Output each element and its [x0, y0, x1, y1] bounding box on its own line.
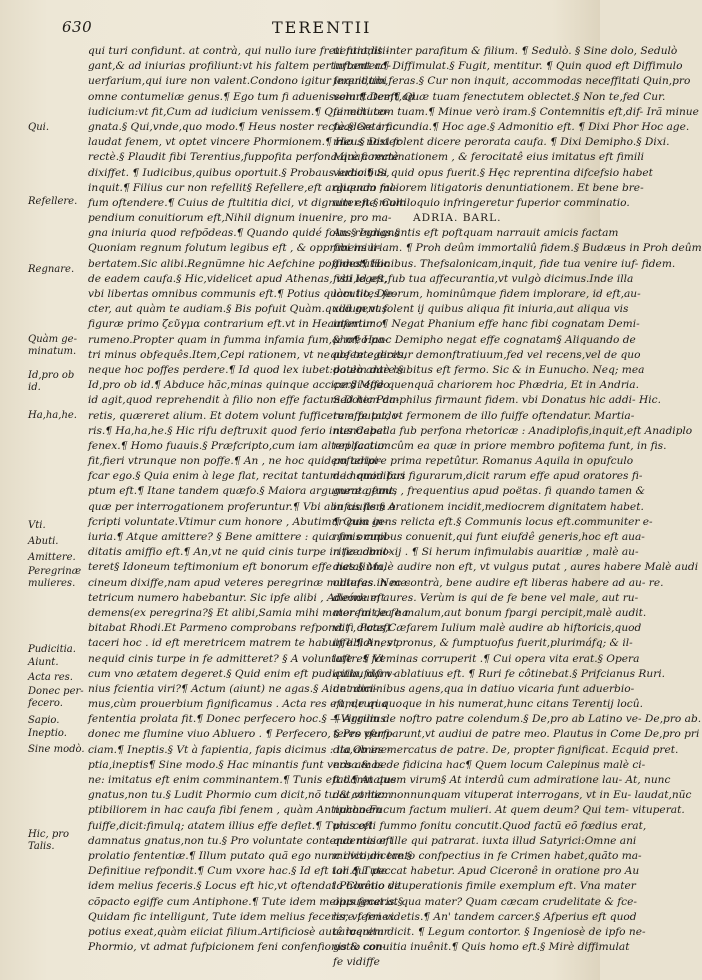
margin-note-ineptio: Ineptio.: [28, 728, 67, 739]
margin-note-aiunt: Aiunt.: [28, 657, 59, 668]
text-line: fibi iniuriam. ¶ Proh deûm immortaliû fidem.§ Budæus in Proh deûm: [333, 242, 702, 255]
margin-note-peregrinae: Peregrinæ mulieres.: [28, 566, 82, 589]
left-margin-notes: [28, 44, 86, 959]
text-line: fenectutem tuam.¶ Minue verò iram.§ Contemnitis eft,dif- Irã minue: [333, 105, 699, 118]
text-line: pendium conuitiorum eft,Nihil dignum inuenire, pro ma-: [88, 212, 392, 225]
text-line: pla cœli fummo fonitu concutit.Quod factũ eõ fœdius erat,: [333, 819, 647, 832]
text-line: fcar ego.§ Quia enim à lege flat, recitat tantum id quod fcri: [88, 470, 406, 483]
text-line: inftanter.¶ Diffimulat.§ Fugit, mentitur. ¶ Quin quod eft Diffimulo: [333, 60, 683, 73]
section-heading: ADRIA. BARL.: [413, 212, 502, 225]
text-line: oppugnat.at qua mater? Quam cæcam crudelitate & fce-: [333, 895, 637, 908]
text-line: de nominibus agens,qua in datiuo vicaria funt aduerbio-: [333, 682, 635, 695]
text-line: in ciuilem orationem incidit,mediocrem dignitatem habet.: [333, 500, 644, 513]
text-line: cõpacto egiffe cum Antiphone.¶ Tute idem melius feceris.§: [88, 895, 404, 908]
text-line: quo maior ille qui patrarat. iuxta illud Satyrici:Omne ani: [333, 834, 637, 847]
text-line: tum putat, vt fermonem de illo fuiffe oftendatur. Martia-: [333, 409, 635, 422]
margin-note-vti: Vti.: [28, 520, 46, 531]
text-line: laudat fenem, vt optet vincere Phormionem.¶ Heus noster: [88, 136, 401, 149]
text-line: fum oftendere.¶ Cuius de ftultitia dici, vt dignum eft.§ Com: [88, 196, 407, 209]
text-line: xilium,vt folent ij quibus aliqua fit iniuria,aut aliqua vis: [333, 303, 629, 316]
text-line: ditatis amiffio eft.¶ An,vt ne quid cinis turpe in fe admit-: [88, 546, 391, 559]
text-line: neque hoc poffes perdere.¶ Id quod lex iubet:dotem dare.§: [88, 363, 404, 376]
text-line: rumeno.Propter quam in fumma infamia fum,& meo pa-: [88, 333, 388, 346]
right-column-text: [333, 44, 702, 969]
text-line: aliquam maiorem litigatoris denuntiationem. Et bene bre-: [333, 181, 644, 194]
text-line: cum vno ætatem degeret.§ Quid enim eft pudicitia, nifi v-: [88, 667, 396, 680]
margin-note-sine-modo: Sine modò.: [28, 744, 85, 755]
text-line: cineum dixiffe,nam apud veteres peregrinæ mulieres in me-: [88, 576, 411, 589]
text-line: cter, aut quàm te audiam.§ Bis pofuit Quàm.quod genus: [88, 303, 388, 316]
text-line: potius exeat,quàm eiiciat filium.Artificiosè autê loquitur: [88, 925, 389, 938]
text-line: fuadere iracundia.¶ Hoc age.§ Admonitio eft. ¶ Dixi Phor Hoc age.: [333, 120, 690, 133]
text-line: in libidines pronus, & fumptuofus fuerit,plurimáfq; & il-: [333, 637, 633, 650]
text-line: ritiæ obnoxij . ¶ Si herum infimulabis auaritiæ , malè au-: [333, 546, 639, 559]
text-line: cordi effe quenquã chariorem hoc Phædria, Et in Andria.: [333, 379, 639, 392]
text-line: pho¶ Hanc Demipho negat effe cognatam§ Aliquando de: [333, 333, 636, 346]
margin-note-sapio: Sapio.: [28, 715, 60, 726]
text-line: de nominibus figurarum,dicit rarum effe apud oratores fi-: [333, 470, 643, 483]
text-line: fisti,id eft,fub tua affecurantia,vt vulgò dicimus.Inde illa: [333, 272, 634, 285]
text-line: fit,fieri vtrunque non poffe.¶ An , ne hoc quidem adipi-: [88, 455, 382, 468]
text-line: ferendum,feras.§ Cur non inquit, accommodas neceffitati Quin,pro: [333, 75, 691, 88]
text-line: gotio conuitia inuênit.¶ Quis homo eft.§ Mirè diffimulat: [333, 941, 630, 954]
text-line: mus,cùm prouerbium fignificamus . Acta res eft, de qua: [88, 698, 388, 711]
text-line: Sed hic Pamphilus firmaunt fidem. vbi Donatus hic addi- Hic.: [333, 394, 661, 407]
text-line: verbo.¶ Si quid opus fuerit.§ Hęc reprentina difcefsio habet: [333, 166, 653, 179]
text-line: nius fcientia viri?¶ Actum (aiunt) ne agas.§ Aiunt dici-: [88, 682, 378, 695]
running-title: TERENTII: [272, 18, 372, 37]
text-line: vbi libertas omnibus communis eft.¶ Potius quàm lites fe-: [88, 288, 397, 300]
text-line: bertatem.Sic alibi.Regnũmne hic Aefchine poffides¶ Hic: [88, 257, 390, 270]
text-line: rum,ruri quoque in his numerat,hunc citans Terentij locû.: [333, 698, 643, 711]
text-line: Id,pro ob id.¶ Abduce hãc,minas quinque accipe.§ Modo: [88, 379, 390, 392]
text-line: quibufdam ablatiuus eft. ¶ Ruri fe côtinebat.§ Prifcianus Ruri.: [333, 667, 666, 680]
text-line: dia,Omes mercatus de patre. De, propter fignificat. Ecquid pret.: [333, 743, 679, 756]
text-line: mi vitium tanto confpectius in fe Crimen habet,quãto ma-: [333, 849, 642, 862]
text-line: annotationibus. Thefsalonicam,inquit, fide tua venire iuf- fidem.: [333, 257, 676, 270]
text-line: dat,vt hic. nonnunquam vituperat interrogans, vt in Eu- laudat,nũc: [333, 789, 692, 802]
text-line: tat.¶ At quem virum§ At interdû cum admiratione lau- At, nunc: [333, 774, 671, 786]
text-line: rectè.§ Plaudit fibi Terentius,fuppofita perfona:quafi rectè: [88, 151, 399, 164]
text-line: infertur .¶ Negat Phanium effe hanc fibi cognatam Demi-: [333, 318, 640, 331]
text-line: fe vidiffe: [333, 956, 380, 969]
text-line: ¶ Quia gens relicta eft.§ Communis locus eft.communiter e-: [333, 515, 653, 528]
text-line: ¶ Agrum de noftro patre colendum.§ De,pro ab Latino ve- De,pro ab.: [333, 713, 702, 726]
text-line: diendum aures. Verùm is qui de fe bene vel male, aut ru-: [333, 591, 639, 604]
text-line: mio .§ Dixi folent dicere perorata caufa. ¶ Dixi Demipho.§ Dixi.: [333, 136, 670, 149]
text-line: prolatio fententiæ.¶ Illum putato quã ego nunc dico,dicere.§: [88, 849, 413, 862]
text-line: retis, quæreret alium. Et dotem volunt fufficere effe pudo-: [88, 409, 402, 422]
text-line: teres vfurparunt,vt audiui de patre meo. Plautus in Come De,pro pri: [333, 728, 700, 741]
text-line: nus Capella fub perfona rhetoricæ : Anadiplofis,inquit,eft Anadiplo: [333, 424, 693, 437]
text-line: ptia,ineptis¶ Sine modo.§ Hac minantis funt verba.& be: [88, 758, 387, 771]
margin-note-amittere: Amittere.: [28, 552, 76, 563]
margin-note-quam-ge: Quàm ge- minatum.: [28, 334, 77, 357]
text-line: bitabat Rhodi.Et Parmeno comprobans refpondit , Poteft: [88, 622, 392, 635]
text-line: omne contumeliæ genus.¶ Ego tum fi aduenissem.¶ Deeft,ad: [88, 90, 416, 103]
text-line: id agit,quod reprehendit à filio non effe factum.Dotem da-: [88, 394, 400, 407]
text-line: Quidam fic intelligunt, Tute idem melius feceris, vt fenex: [88, 910, 395, 923]
text-line: demens(ex peregrina?§ Et alibi,Samia mihi mater fuit,ea ha: [88, 606, 409, 619]
text-line: Phormio, vt admat fufpicionem feni confenfionis & con-: [88, 941, 386, 954]
text-line: lo Cluêtio vituperationis fimile exemplum eft. Vna mater: [333, 880, 636, 893]
text-line: ne: imitatus eft enim comminantem.¶ Tunis eft damnatus: [88, 774, 397, 786]
text-line: gnata.§ Qui,vnde,quo modo.¶ Heus noster rectè.§ Geta fic: [88, 120, 399, 133]
text-line: fenex.¶ Homo fuauis.§ Præfcripto,cum iam alteri factum: [88, 439, 391, 452]
text-line: idem melius feceris.§ Locus eft hic,vt oftendat Phormio de: [88, 880, 401, 893]
text-line: nim omnibus conuenit,qui funt eiufdê generis,hoc eft aua-: [333, 531, 645, 543]
left-column-text: [88, 44, 416, 959]
text-line: nos amas de fidicina hac¶ Quem locum Calepinus malè ci-: [333, 758, 646, 771]
text-line: dixiffet. ¶ Iudicibus,quibus oportuit.§ Probaus iudicibus,: [88, 166, 390, 179]
text-line: uerfarium,qui iure non valent.Condono igitur inquit,tibi: [88, 75, 387, 88]
text-line: gna iniuria quod refpõdeas.¶ Quando quidé folus regnas.§: [88, 227, 400, 240]
text-line: ris.¶ Ha,ha,he.§ Hic rifu deftruxit quod ferio intendebat: [88, 424, 387, 437]
text-line: obtufas. Nec contrà, bene audire eft liberas habere ad au- re.: [333, 576, 664, 589]
text-line: Definitiue refpondit.¶ Cum vxore hac.§ Id eft tali.¶ Tute: [88, 865, 388, 878]
text-line: locutio, Deorum, hominûmque fidem implorare, id eft,au-: [333, 288, 641, 300]
page-header: [0, 18, 600, 40]
margin-note-pudicitia: Pudicitia.: [28, 644, 76, 655]
text-line: uiter:ne multiloquio infringeretur fuperior comminatio.: [333, 196, 630, 209]
text-line: lere ferri videtis.¶ An' tandem carcer.§ Afperius eft quod: [333, 910, 637, 923]
text-line: uentionis inter parafitum & filium. ¶ Sedulò. § Sine dolo, Sedulò: [333, 45, 678, 57]
text-line: donec me flumine viuo Abluero . ¶ Perfecero, § Pro perfi-: [88, 728, 394, 741]
text-line: paulò antè habitus eft fermo. Sic & in Eunucho. Neq; mea: [333, 363, 645, 376]
text-line: qui turi confidunt. at contrà, qui nullo iure freti funt,liti-: [88, 45, 390, 57]
margin-note-ha-ha-he: Ha,ha,he.: [28, 410, 77, 421]
text-line: damnatus gnatus,non tu.§ Pro voluntate contendentis eft: [88, 834, 394, 847]
text-line: figuræ primo ζεῦγμα contrarium eft.vt in Heautontimo-: [88, 318, 386, 331]
text-line: iuria.¶ Atque amittere? § Bene amittere : quia finis cupi-: [88, 531, 391, 543]
text-line: vt fi dicas,Cæfarem Iulium malè audire ab hiftoricis,quod: [333, 622, 642, 635]
text-line: Mirè comminationem , & ferocitatê eius imitatus eft fimili: [333, 151, 644, 164]
text-line: fcripti voluntate.Vtimur cum honore , Abutimur cum in-: [88, 515, 387, 528]
margin-note-regnare: Regnare.: [28, 264, 75, 275]
text-line: taceri hoc . id eft meretricem matrem te habuiffe.¶ An, vt: [88, 637, 398, 650]
text-line: luftres fœminas corruperit .¶ Cui opera vita erat.§ Opera: [333, 652, 640, 665]
text-line: fententia prolata fit.¶ Donec perfecero hoc.§ —Virgilius.: [88, 713, 390, 726]
text-line: ior qui peccat habetur. Apud Ciceronê in oratione pro Au: [333, 865, 640, 878]
margin-note-abuti: Abuti.: [28, 536, 59, 547]
text-line: dies.§ Malè audire non eft, vt vulgus putat , aures habere Malè audi: [333, 561, 699, 574]
text-line: ptum eft.¶ Itane tandem quæfo.§ Maiora argumenta funt,: [88, 485, 397, 498]
text-line: voluntatem¶ Quæ tuam fenectutem oblectet.§ Non te,fed Cur.: [333, 90, 666, 103]
text-line: gnatus,non tu.§ Ludit Phormio cum dicit,nõ tu:& contem: [88, 789, 392, 802]
text-line: An.§ Indignantis eft poftquam narrauit amicis factam: [333, 227, 619, 240]
text-line: replicatio: cûm ea quæ in priore membro pofitema funt, in fis.: [333, 439, 667, 452]
margin-note-donec-per: Donec per- fecero.: [28, 686, 84, 709]
text-line: morem de fe malum,aut bonum fpargi percipit,malè audit.: [333, 606, 647, 619]
margin-note-hic-pro-talis: Hic, pro Talis.: [28, 829, 70, 852]
text-line: nequid cinis turpe in fe admitteret? § A voluntate . ¶ Vt: [88, 652, 385, 665]
text-line: inquit.¶ Filius cur non refellit§ Refellere,eft arguendo fal-: [88, 181, 398, 194]
text-line: carcerem dicit. ¶ Legum contortor. § Ingeniosè de ipfo ne-: [333, 925, 646, 938]
text-line: abfente,dicitur demonftratiuum,fed vel recens,vel de quo: [333, 348, 641, 361]
text-line: quæ per interrogationem proferuntur.¶ Vbi abufus fis.§ A: [88, 500, 396, 513]
text-line: pofteriore prima repetûtur. Romanus Aquila in opufculo: [333, 455, 634, 468]
text-line: de eadem caufa.§ Hic,videlicet apud Athenas, vbi leges,: [88, 272, 387, 285]
margin-note-id-pro-ob-id: Id,pro ob id.: [28, 370, 75, 393]
text-line: tri minus obfequês.Item,Cepi rationem, vt neque te egeres,: [88, 348, 407, 361]
text-line: Quoniam regnum folutum legibus eft , & opprimens li-: [88, 242, 381, 255]
text-line: fuiffe,dicit:fimulq; atatem illius effe deflet.¶ Tunis eft: [88, 819, 373, 832]
text-line: tetricum numero habebantur. Sic ipfe alibi , Adeóne eft: [88, 591, 386, 604]
margin-note-acta-res: Acta res.: [28, 672, 73, 683]
text-line: ciam.¶ Ineptis.§ Vt à fapientia, fapis dicimus : ita ab ine-: [88, 743, 391, 756]
text-line: gant,& ad iniurias profiliunt:vt his faltem perturbent ad-: [88, 60, 391, 73]
text-line: nucho.Fucum factum mulieri. At quem deum? Qui tem- vituperat.: [333, 804, 685, 817]
text-line: ptibiliorem in hac caufa fibi fenem , quàm Antiphonem: [88, 804, 382, 817]
margin-note-refellere: Refellere.: [28, 196, 78, 207]
text-line: teret§ Idoneum teftimonium eft bonorum effe natalium,: [88, 561, 387, 574]
text-line: iudicium:vt fit,Cum ad iudicium venissem.¶ Qui mihi co-: [88, 105, 390, 118]
page-number: 630: [62, 18, 93, 36]
margin-note-qui: Qui.: [28, 122, 50, 133]
text-line: guræ genus , frequentius apud poëtas. fi quando tamen &: [333, 485, 645, 498]
